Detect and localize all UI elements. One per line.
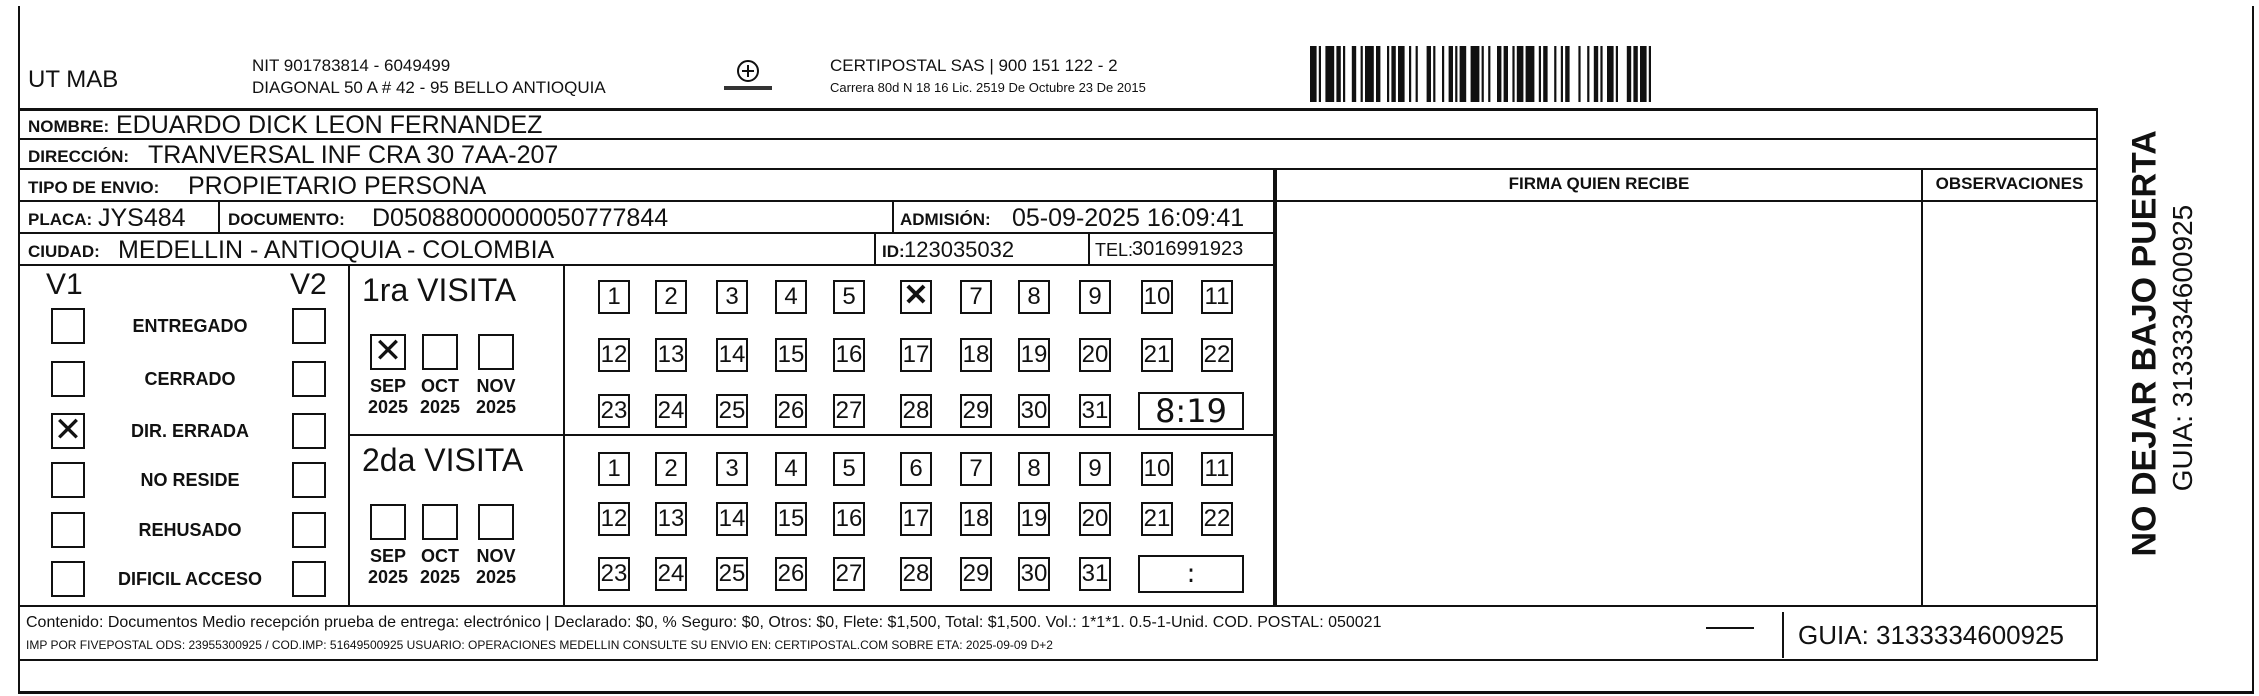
second-visit-day[interactable]: 4 [775, 452, 807, 486]
barcode-bar [1649, 46, 1651, 102]
barcode-bar [1543, 46, 1547, 102]
second-visit-day[interactable]: 11 [1201, 452, 1233, 486]
v1-checkbox[interactable] [51, 462, 85, 498]
second-visit-day[interactable]: 10 [1141, 452, 1173, 486]
first-visit-day[interactable]: 20 [1079, 338, 1111, 372]
nombre-row [18, 110, 2098, 140]
side-guia-text: GUIA: 3133334600925 [2167, 204, 2198, 492]
barcode-bar [1365, 46, 1374, 102]
barcode-bar [1376, 46, 1380, 102]
id-value: 123035032 [904, 237, 1015, 262]
barcode-bar [1554, 46, 1556, 102]
month-year: 2025 [367, 567, 409, 587]
first-visit-day[interactable]: 26 [775, 394, 807, 428]
month-name: OCT [421, 376, 459, 396]
second-visit-day[interactable]: 23 [598, 557, 630, 591]
second-visit-day[interactable]: 14 [716, 502, 748, 536]
first-visit-day[interactable]: 5 [833, 280, 865, 314]
first-visit-time: 8:19 [1155, 392, 1227, 430]
footer-dash [1706, 627, 1754, 629]
side-text [2106, 130, 2206, 581]
first-visit-day[interactable]: 15 [775, 338, 807, 372]
second-visit-day[interactable]: 27 [833, 557, 865, 591]
direccion-row [18, 140, 2098, 170]
ciudad-value: MEDELLIN - ANTIOQUIA - COLOMBIA [118, 236, 555, 264]
certipostal-name: CERTIPOSTAL SAS | 900 151 122 - 2 [830, 56, 1118, 75]
barcode-bar [1504, 46, 1508, 102]
second-visit-time: : [1186, 559, 1196, 589]
v2-checkbox[interactable] [292, 413, 326, 449]
second-visit-day[interactable]: 16 [833, 502, 865, 536]
check-x-icon: ✕ [373, 332, 403, 370]
barcode-bar [1310, 46, 1317, 102]
nombre-value: EDUARDO DICK LEON FERNANDEZ [116, 111, 543, 139]
v2-checkbox[interactable] [292, 512, 326, 548]
first-visit-day[interactable]: 2 [655, 280, 687, 314]
second-visit-day[interactable]: 3 [716, 452, 748, 486]
first-visit-day[interactable]: 11 [1201, 280, 1233, 314]
second-visit-month-label [470, 546, 522, 588]
admision-label: ADMISIÓN: [900, 210, 991, 229]
second-visit-month-label [362, 546, 414, 588]
month-name: SEP [369, 376, 407, 396]
id-label: ID: [882, 242, 905, 261]
first-visit-day[interactable]: 3 [716, 280, 748, 314]
barcode-bar [1416, 46, 1418, 102]
status-option-label: ENTREGADO [132, 316, 248, 336]
second-visit-day[interactable]: 30 [1018, 557, 1050, 591]
tel-label: TEL: [1095, 240, 1134, 260]
barcode-bar [1471, 46, 1480, 102]
second-visit-month-checkbox[interactable] [422, 504, 458, 540]
first-visit-day[interactable]: 31 [1079, 394, 1111, 428]
first-visit-day[interactable]: 12 [598, 338, 630, 372]
ciudad-cell [18, 234, 876, 266]
nombre-label: NOMBRE: [28, 117, 110, 136]
month-year: 2025 [367, 397, 409, 417]
second-visit-day[interactable]: 25 [716, 557, 748, 591]
first-visit-day[interactable]: 27 [833, 394, 865, 428]
first-visit-day[interactable]: 24 [655, 394, 687, 428]
v1-checkbox[interactable] [51, 512, 85, 548]
barcode-bar [1336, 46, 1340, 102]
admision-cell [894, 202, 1275, 234]
second-visit-title: 2da VISITA [362, 442, 524, 478]
second-visit-day[interactable]: 21 [1141, 502, 1173, 536]
direccion-label: DIRECCIÓN: [28, 147, 130, 166]
barcode-bar [1640, 46, 1647, 102]
barcode-bar [1343, 46, 1345, 102]
barcode [1310, 46, 1910, 102]
barcode-bar [1561, 46, 1563, 102]
company-nit: NIT 901783814 - 6049499 [252, 56, 451, 75]
first-visit-day[interactable]: 19 [1018, 338, 1050, 372]
admision-value: 05-09-2025 16:09:41 [1012, 204, 1245, 232]
barcode-bar [1398, 46, 1405, 102]
month-name: NOV [476, 546, 516, 566]
first-visit-day[interactable]: 10 [1141, 280, 1173, 314]
barcode-bar [1633, 46, 1637, 102]
status-option-label: REHUSADO [138, 520, 242, 540]
placa-value: JYS484 [98, 204, 186, 232]
first-visit-day[interactable]: 7 [960, 280, 992, 314]
check-x-icon: ✕ [53, 411, 83, 449]
barcode-bar [1565, 46, 1569, 102]
first-visit-day[interactable]: 14 [716, 338, 748, 372]
barcode-bar [1460, 46, 1467, 102]
placa-cell [18, 202, 220, 234]
observaciones-label: OBSERVACIONES [1935, 174, 2084, 193]
certipostal-logo [718, 56, 778, 96]
first-visit-month-checkbox[interactable] [478, 334, 514, 370]
barcode-bar [1594, 46, 1598, 102]
second-visit-day[interactable]: 19 [1018, 502, 1050, 536]
first-visit-month-label [362, 376, 414, 418]
second-visit-day[interactable]: 31 [1079, 557, 1111, 591]
v1-checkbox[interactable] [51, 561, 85, 597]
status-option-label: NO RESIDE [140, 470, 240, 490]
tel-value: 3016991923 [1132, 238, 1244, 260]
first-visit-day[interactable] [900, 280, 932, 314]
barcode-bar [1361, 46, 1363, 102]
first-visit-month-checkbox[interactable] [422, 334, 458, 370]
guia-box [1782, 612, 2094, 658]
first-visit-day[interactable]: 4 [775, 280, 807, 314]
observaciones-area [1923, 202, 2098, 607]
v2-checkbox[interactable] [292, 462, 326, 498]
barcode-bar [1526, 46, 1535, 102]
no-dejar-text: NO DEJAR BAJO PUERTA [2125, 130, 2164, 557]
second-visit-day[interactable]: 29 [960, 557, 992, 591]
barcode-bar [1442, 46, 1444, 102]
v1-checkbox[interactable] [51, 308, 85, 344]
tipo-value: PROPIETARIO PERSONA [188, 172, 487, 200]
barcode-bar [1352, 46, 1356, 102]
second-visit-day[interactable]: 28 [900, 557, 932, 591]
second-visit-day[interactable]: 12 [598, 502, 630, 536]
barcode-bar [1512, 46, 1514, 102]
second-visit-day[interactable]: 8 [1018, 452, 1050, 486]
barcode-bar [1319, 46, 1321, 102]
status-option-label: DIR. ERRADA [130, 421, 249, 441]
second-visit-time-box[interactable] [1138, 555, 1244, 593]
barcode-bar [1482, 46, 1484, 102]
month-year: 2025 [475, 567, 517, 587]
barcode-bar [1600, 46, 1602, 102]
day-strike-icon: ✕ [903, 279, 929, 312]
footer-line1: Contenido: Documentos Medio recepción prueba de entrega: electrónico | Declarado: $0, % Seguro: $0, Otros: $0, Flete: $1,500, Total: $1,500. Vol.: 1*1*1. 0.5-1-Unid. COD. POSTAL: 050021 [26, 614, 1382, 631]
barcode-bar [1391, 46, 1395, 102]
id-cell [876, 234, 1090, 266]
second-visit-day[interactable]: 17 [900, 502, 932, 536]
barcode-bar [1497, 46, 1501, 102]
second-visit-day[interactable]: 13 [655, 502, 687, 536]
first-visit-day[interactable]: 23 [598, 394, 630, 428]
first-visit-day[interactable]: 25 [716, 394, 748, 428]
first-visit-month-checkbox[interactable] [370, 334, 406, 370]
second-visit-day[interactable]: 2 [655, 452, 687, 486]
second-visit-month-label [414, 546, 466, 588]
company-address: DIAGONAL 50 A # 42 - 95 BELLO ANTIOQUIA [252, 78, 606, 97]
barcode-bar [1409, 46, 1411, 102]
second-visit-day[interactable]: 22 [1201, 502, 1233, 536]
guia-box-value: GUIA: 3133334600925 [1798, 620, 2064, 650]
ciudad-label: CIUDAD: [28, 242, 100, 261]
first-visit-day[interactable]: 16 [833, 338, 865, 372]
second-visit-day[interactable]: 6 [900, 452, 932, 486]
first-visit-month-label [414, 376, 466, 418]
month-year: 2025 [419, 567, 461, 587]
v2-label: V2 [290, 268, 327, 301]
barcode-bar [1455, 46, 1457, 102]
second-visit-day[interactable]: 7 [960, 452, 992, 486]
firma-label: FIRMA QUIEN RECIBE [1508, 174, 1690, 193]
barcode-bar [1578, 46, 1580, 102]
v1-checkbox[interactable] [51, 361, 85, 397]
documento-value: D05088000000050777844 [372, 204, 669, 232]
footer-line2: IMP POR FIVEPOSTAL ODS: 23955300925 / COD.IMP: 51649500925 USUARIO: OPERACIONES MEDELLIN CONSULTE SU ENVIO EN: CERTIPOSTAL.COM SOBRE ETA: 2025-09-09 D+2 [26, 638, 1053, 652]
first-visit-day[interactable]: 13 [655, 338, 687, 372]
first-visit-title: 1ra VISITA [362, 272, 517, 308]
first-visit-day[interactable]: 18 [960, 338, 992, 372]
documento-cell [220, 202, 894, 234]
barcode-bar [1517, 46, 1524, 102]
v1-label: V1 [46, 268, 83, 301]
first-visit-day[interactable]: 22 [1201, 338, 1233, 372]
second-visit-day[interactable]: 15 [775, 502, 807, 536]
first-visit-day[interactable]: 29 [960, 394, 992, 428]
barcode-bar [1427, 46, 1431, 102]
first-visit-day[interactable]: 30 [1018, 394, 1050, 428]
barcode-bar [1449, 46, 1453, 102]
status-option-label: DIFICIL ACCESO [117, 569, 262, 589]
second-visit-day[interactable]: 24 [655, 557, 687, 591]
observaciones-header [1923, 170, 2098, 202]
certipostal-address: Carrera 80d N 18 16 Lic. 2519 De Octubre 23 De 2015 [830, 80, 1146, 95]
barcode-bar [1488, 46, 1490, 102]
second-visit-day[interactable]: 9 [1079, 452, 1111, 486]
v2-checkbox[interactable] [292, 361, 326, 397]
first-visit-day[interactable]: 8 [1018, 280, 1050, 314]
documento-label: DOCUMENTO: [228, 210, 345, 229]
first-visit-time-box[interactable] [1138, 392, 1244, 430]
second-visit-day[interactable]: 26 [775, 557, 807, 591]
barcode-bar [1433, 46, 1435, 102]
barcode-bar [1616, 46, 1618, 102]
v2-checkbox[interactable] [292, 308, 326, 344]
second-visit-day[interactable]: 20 [1079, 502, 1111, 536]
barcode-bar [1387, 46, 1389, 102]
barcode-bar [1325, 46, 1334, 102]
firma-header [1275, 170, 1923, 202]
month-name: NOV [476, 376, 516, 396]
month-year: 2025 [419, 397, 461, 417]
status-option-label: CERRADO [144, 369, 236, 389]
v2-checkbox[interactable] [292, 561, 326, 597]
first-visit-day[interactable]: 1 [598, 280, 630, 314]
first-visit-day[interactable]: 9 [1079, 280, 1111, 314]
tipo-row [18, 170, 1275, 202]
company-name: UT MAB [28, 66, 119, 93]
barcode-bar [1607, 46, 1614, 102]
placa-label: PLACA: [28, 210, 93, 229]
first-visit-day[interactable]: 28 [900, 394, 932, 428]
second-visit-day[interactable]: 18 [960, 502, 992, 536]
second-visit-day[interactable]: 5 [833, 452, 865, 486]
second-visit-day[interactable]: 1 [598, 452, 630, 486]
barcode-bar [1627, 46, 1631, 102]
tipo-label: TIPO DE ENVIO: [28, 178, 160, 197]
v1-checkbox[interactable] [51, 413, 85, 449]
first-visit-month-label [470, 376, 522, 418]
direccion-value: TRANVERSAL INF CRA 30 7AA-207 [148, 141, 559, 169]
barcode-bar [1539, 46, 1541, 102]
month-name: SEP [369, 546, 407, 566]
second-visit-month-checkbox[interactable] [478, 504, 514, 540]
month-name: OCT [421, 546, 459, 566]
first-visit-day[interactable]: 21 [1141, 338, 1173, 372]
first-visit-day[interactable]: 17 [900, 338, 932, 372]
firma-area [1275, 202, 1923, 607]
second-visit-month-checkbox[interactable] [370, 504, 406, 540]
month-year: 2025 [475, 397, 517, 417]
barcode-bar [1587, 46, 1589, 102]
tel-cell [1090, 234, 1275, 266]
